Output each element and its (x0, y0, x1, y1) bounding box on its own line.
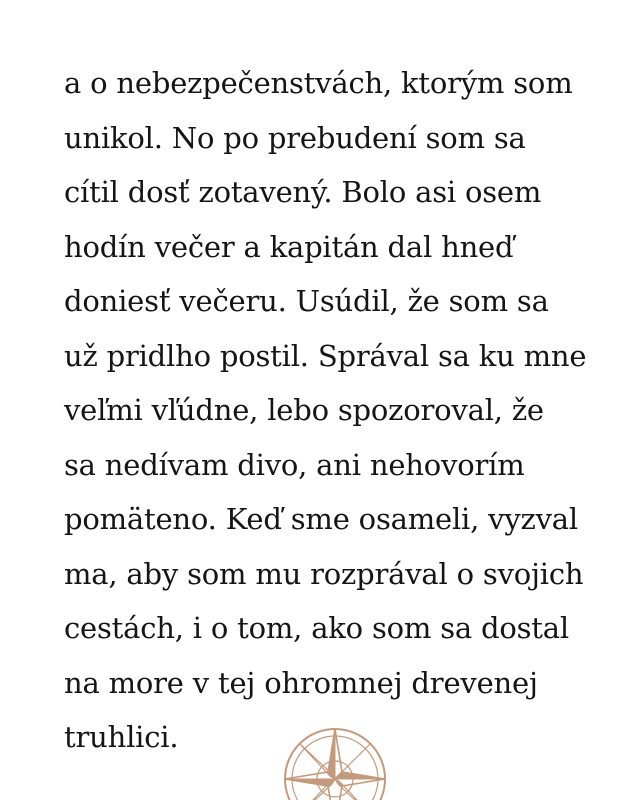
text-line: unikol. No po prebudení som sa (64, 120, 526, 155)
text-line: cítil dosť zotavený. Bolo asi osem (64, 175, 542, 209)
text-line: doniesť večeru. Usúdil, že som sa (64, 284, 549, 318)
text-line: a o nebezpečenstvách, ktorým som (64, 66, 573, 100)
text-line: pomäteno. Keď sme osameli, vyzval (64, 502, 578, 536)
text-line: na more v tej ohromnej drevenej (64, 665, 538, 700)
text-line: cestách, i o tom, ako som sa dostal (64, 611, 569, 645)
text-line: truhlici. (64, 720, 179, 754)
text-line: sa nedívam divo, ani nehovorím (64, 447, 525, 482)
text-line: hodín večer a kapitán dal hneď (64, 229, 514, 264)
body-text (64, 56, 604, 765)
text-line: už pridlho postil. Správal sa ku mne (64, 338, 587, 373)
text-line: veľmi vľúdne, lebo spozoroval, že (64, 393, 544, 427)
text-line: ma, aby som mu rozprával o svojich (64, 556, 584, 591)
compass-rose-icon (280, 724, 390, 800)
